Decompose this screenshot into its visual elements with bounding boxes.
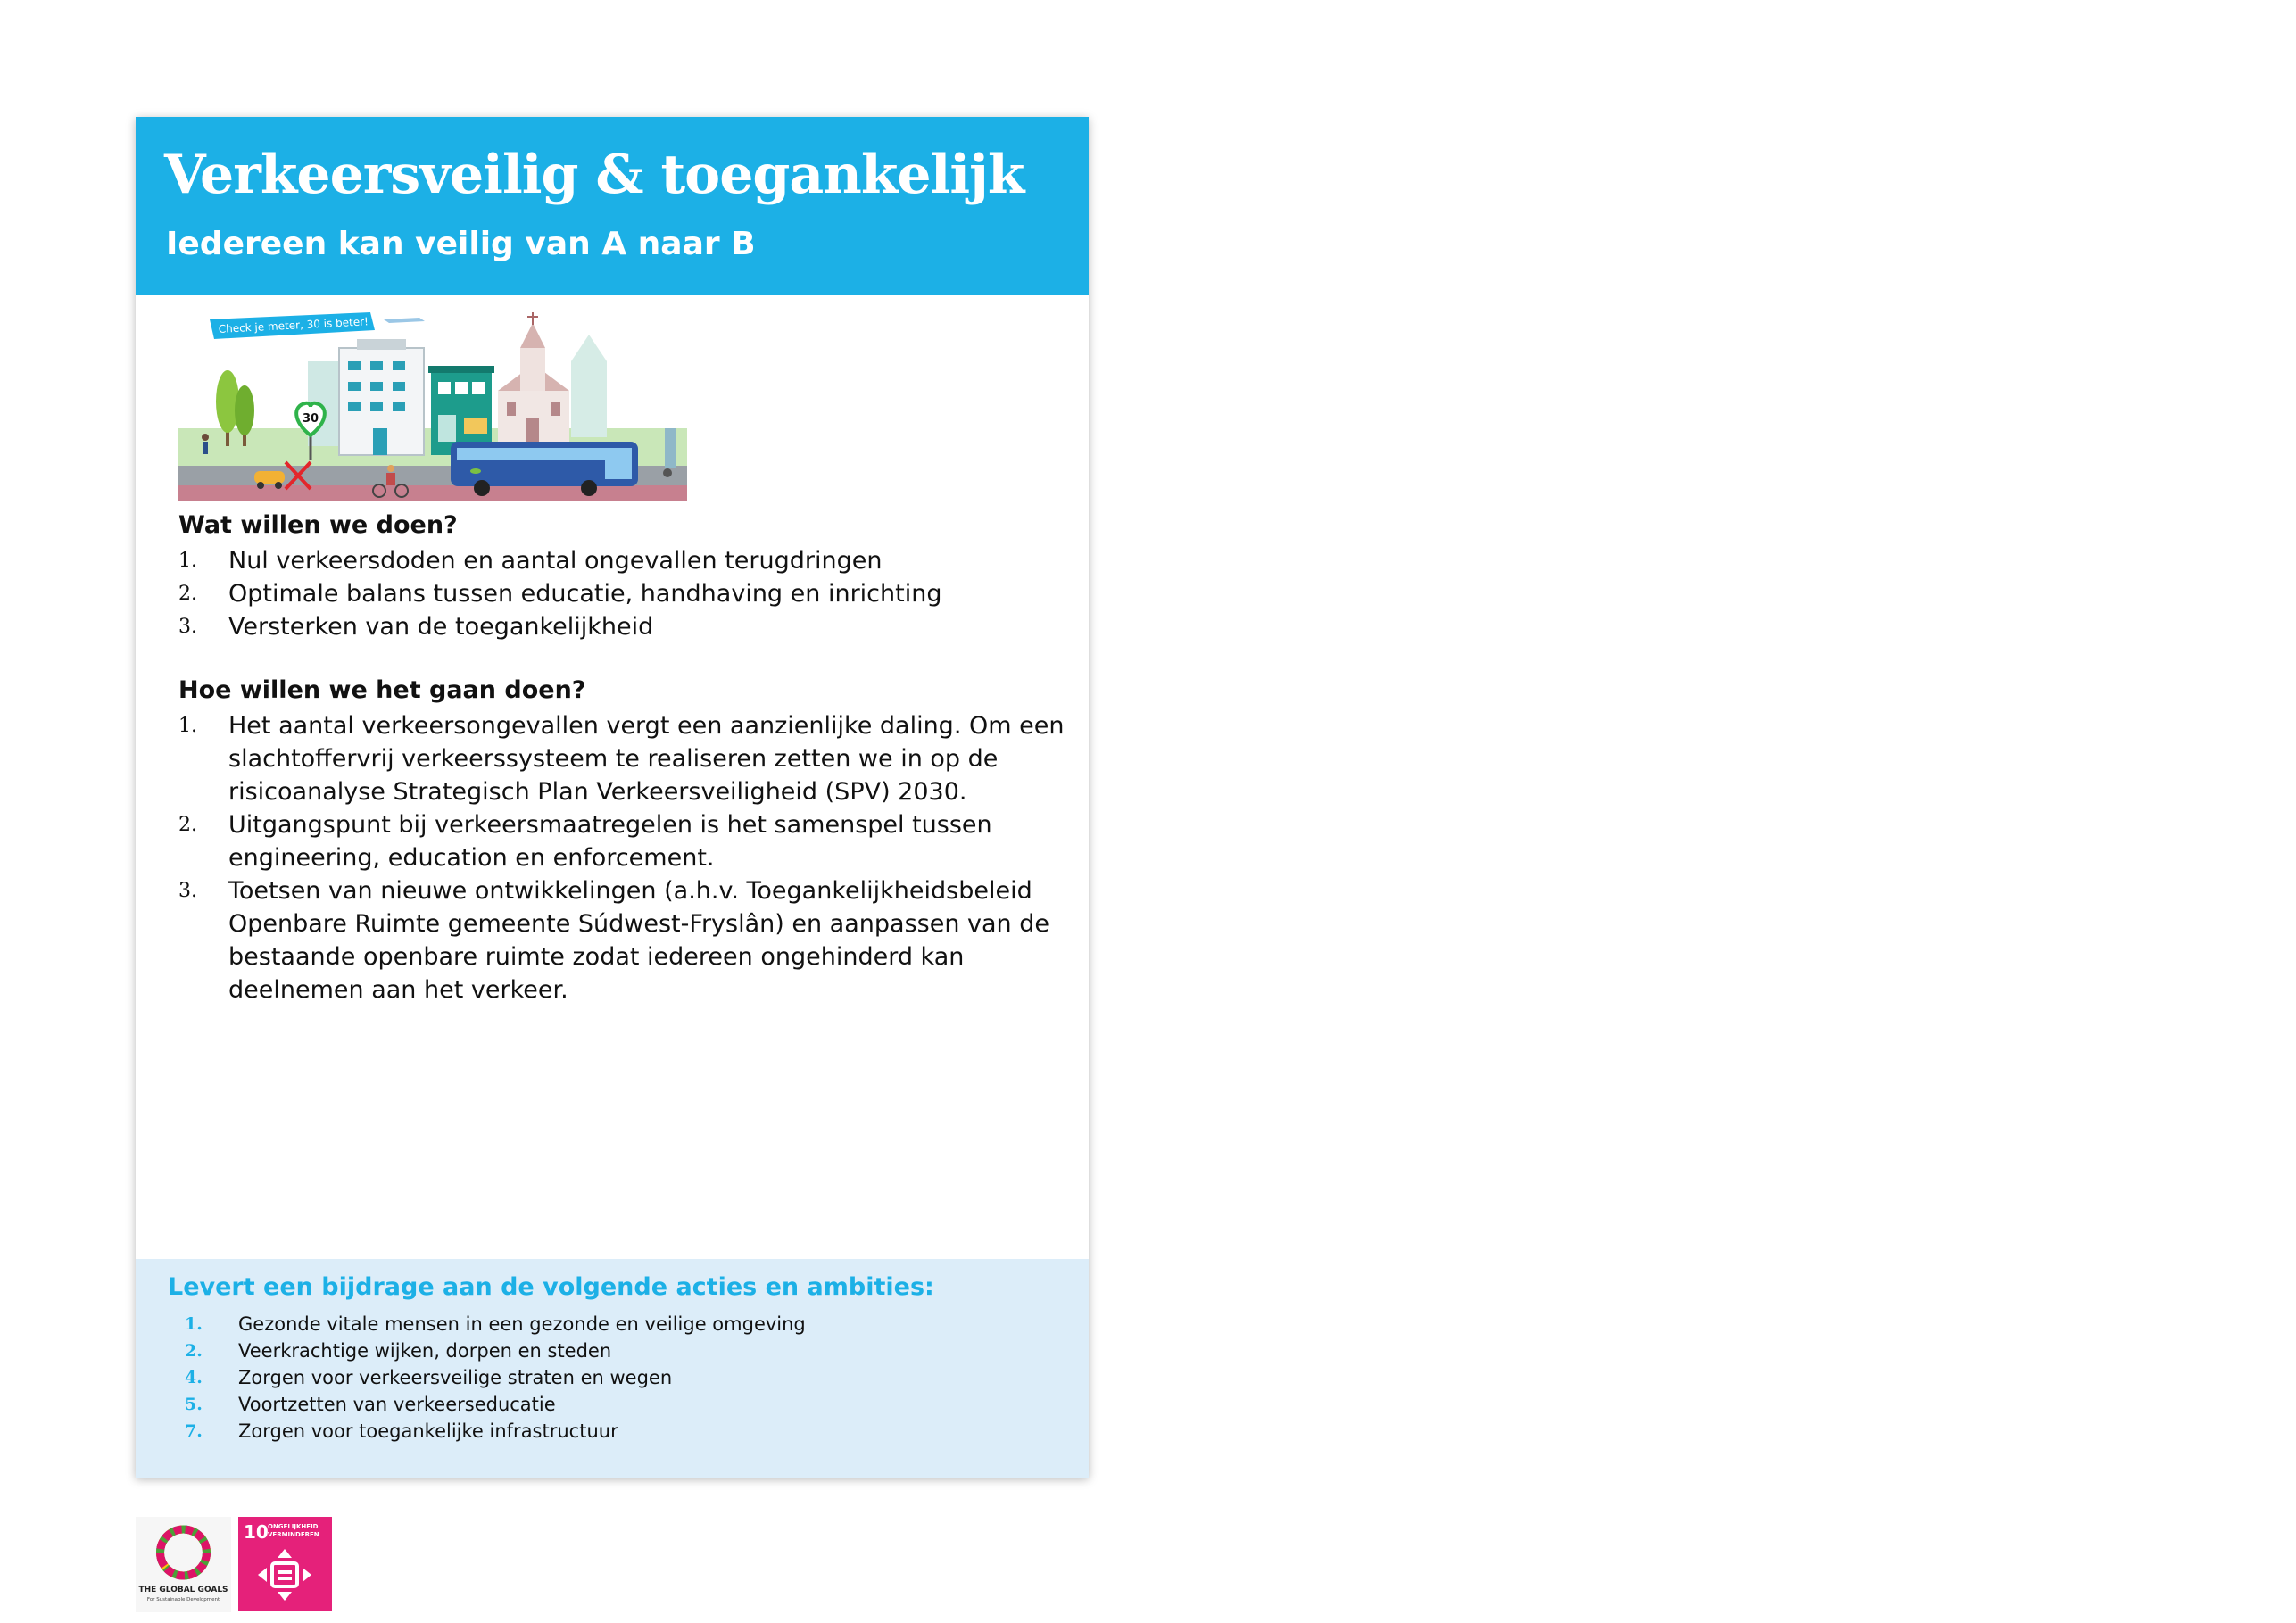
contribution-list xyxy=(185,1311,806,1445)
bike-lane xyxy=(178,485,687,501)
how-heading: Hoe willen we het gaan doen? xyxy=(178,676,586,704)
global-goals-logo xyxy=(136,1517,231,1612)
list-item: 5. Voortzetten van verkeerseducatie xyxy=(185,1394,556,1415)
list-item: 1. Gezonde vitale mensen in een gezonde en veilige omgeving xyxy=(185,1313,806,1335)
church-building xyxy=(498,312,569,455)
header-band xyxy=(136,117,1089,295)
list-item: 2. Optimale balans tussen educatie, handhaving en inrichting xyxy=(178,580,942,608)
sdg10-number: 10 xyxy=(244,1521,269,1543)
global-goals-subtitle: For Sustainable Development xyxy=(146,1597,220,1602)
page-card xyxy=(136,117,1089,1478)
contribution-band xyxy=(136,1259,1089,1478)
speed-sign-text: 30 xyxy=(302,412,319,426)
banner-text: Check je meter, 30 is beter! xyxy=(218,315,369,335)
global-goals-wheel-icon xyxy=(136,1517,231,1612)
street-illustration xyxy=(178,312,687,501)
list-item: 3. Versterken van de toegankelijkheid xyxy=(178,613,654,641)
sdg10-line1: ONGELIJKHEID xyxy=(268,1523,319,1530)
sdg10-tile xyxy=(238,1517,332,1611)
page-title: Verkeersveilig & toegankelijk xyxy=(164,144,1024,206)
speed-banner xyxy=(210,312,425,339)
list-item: 3. Toetsen van nieuwe ontwikkelingen (a.h.v. Toegankelijkheidsbeleid Openbare Ruimte gemeente Súdwest-Fryslân) en aanpassen van de bestaande openbare ruimte zodat iedereen ongehinderd kan deelnemen aan het verkeer. xyxy=(178,877,1049,1004)
page-subtitle: Iedereen kan veilig van A naar B xyxy=(166,226,756,262)
global-goals-title: THE GLOBAL GOALS xyxy=(138,1586,228,1594)
list-item: 1. Nul verkeersdoden en aantal ongevallen terugdringen xyxy=(178,547,883,575)
list-item: 1. Het aantal verkeersongevallen vergt een aanzienlijke daling. Om een slachtoffervrij verkeerssysteem te realiseren zetten we in op de risicoanalyse Strategisch Plan Verkeersveiligheid (SPV) 2030. xyxy=(178,712,1065,806)
contribution-heading: Levert een bijdrage aan de volgende acties en ambities: xyxy=(168,1273,934,1301)
list-item: 2. Veerkrachtige wijken, dorpen en steden xyxy=(185,1340,612,1362)
what-heading: Wat willen we doen? xyxy=(178,511,458,539)
how-list xyxy=(178,709,1071,1006)
apartment-building xyxy=(339,339,424,455)
what-list xyxy=(178,544,1071,643)
list-item: 7. Zorgen voor toegankelijke infrastructuur xyxy=(185,1420,618,1442)
list-item: 2. Uitgangspunt bij verkeersmaatregelen is het samenspel tussen engineering, education en enforcement. xyxy=(178,811,992,872)
list-item: 4. Zorgen voor verkeersveilige straten en wegen xyxy=(185,1367,673,1388)
sdg10-icon xyxy=(238,1517,332,1611)
sdg10-line2: VERMINDEREN xyxy=(268,1531,319,1538)
